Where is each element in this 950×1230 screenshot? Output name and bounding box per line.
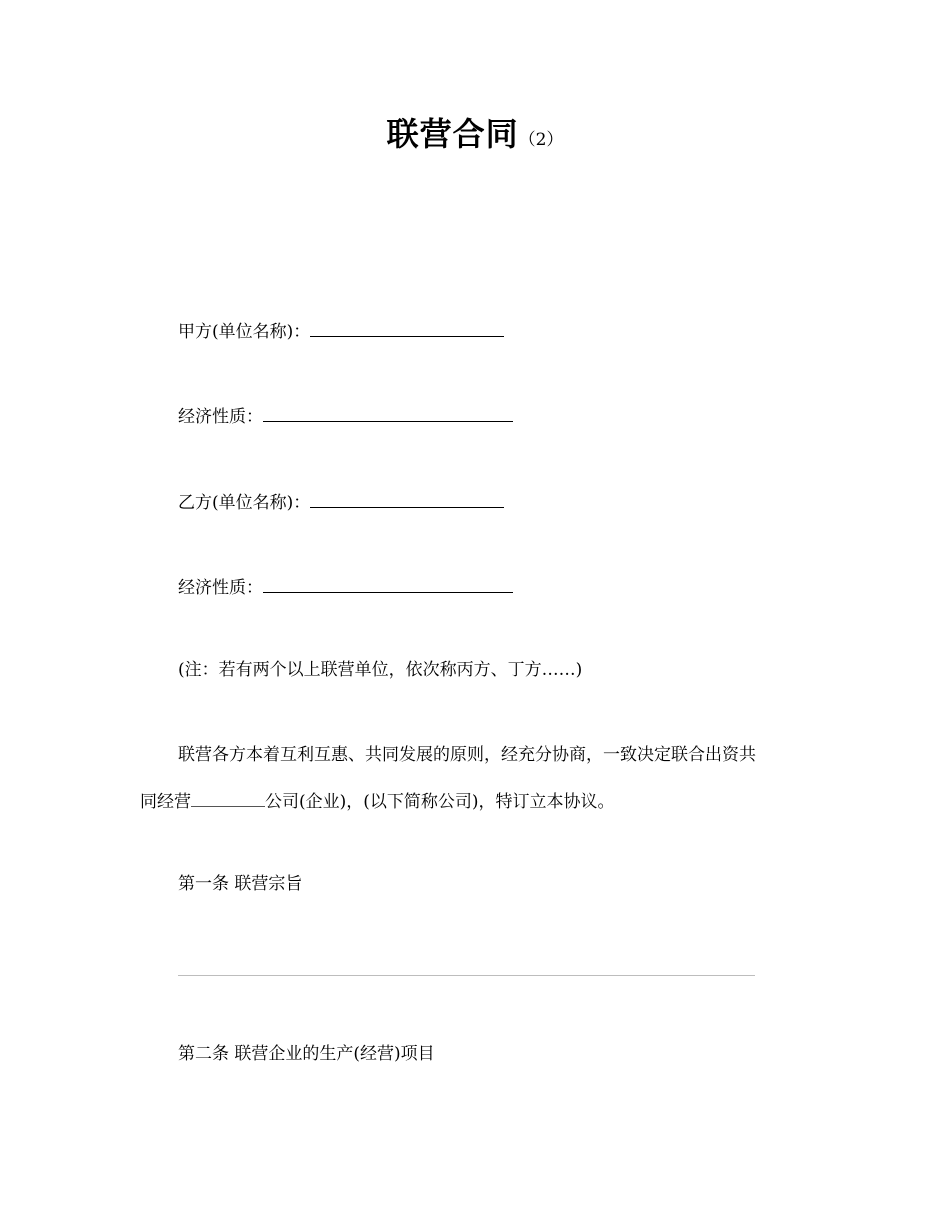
party-b-nature-label: 经济性质： bbox=[178, 578, 263, 598]
party-a-name-blank[interactable] bbox=[310, 318, 504, 337]
title-main: 联营合同 bbox=[386, 115, 519, 153]
party-a-row bbox=[178, 318, 504, 344]
party-a-nature-label: 经济性质： bbox=[178, 407, 263, 427]
intro-paragraph-line-1: 联营各方本着互利互惠、共同发展的原则，经充分协商，一致决定联合出资共 bbox=[178, 745, 756, 765]
party-a-nature-blank[interactable] bbox=[263, 403, 513, 422]
title-subtitle: （2） bbox=[518, 130, 564, 150]
party-b-name-blank[interactable] bbox=[310, 489, 504, 508]
party-b-nature-row bbox=[178, 574, 513, 600]
intro-paragraph-line-2 bbox=[140, 788, 615, 814]
article-1-heading: 第一条 联营宗旨 bbox=[178, 874, 303, 894]
note-line: (注：若有两个以上联营单位，依次称丙方、丁方……) bbox=[178, 660, 583, 680]
article-1-fill-line[interactable] bbox=[178, 975, 755, 976]
document-title bbox=[0, 112, 950, 162]
party-b-label: 乙方(单位名称)： bbox=[178, 493, 311, 513]
article-2-heading: 第二条 联营企业的生产(经营)项目 bbox=[178, 1044, 435, 1064]
party-b-row bbox=[178, 489, 504, 515]
intro-line2-before: 同经营 bbox=[140, 792, 191, 812]
intro-line2-after: 公司(企业)，(以下简称公司)，特订立本协议。 bbox=[265, 792, 615, 812]
party-a-label: 甲方(单位名称)： bbox=[178, 322, 311, 342]
party-b-nature-blank[interactable] bbox=[263, 574, 513, 593]
company-name-blank[interactable] bbox=[191, 788, 265, 807]
party-a-nature-row bbox=[178, 403, 513, 429]
